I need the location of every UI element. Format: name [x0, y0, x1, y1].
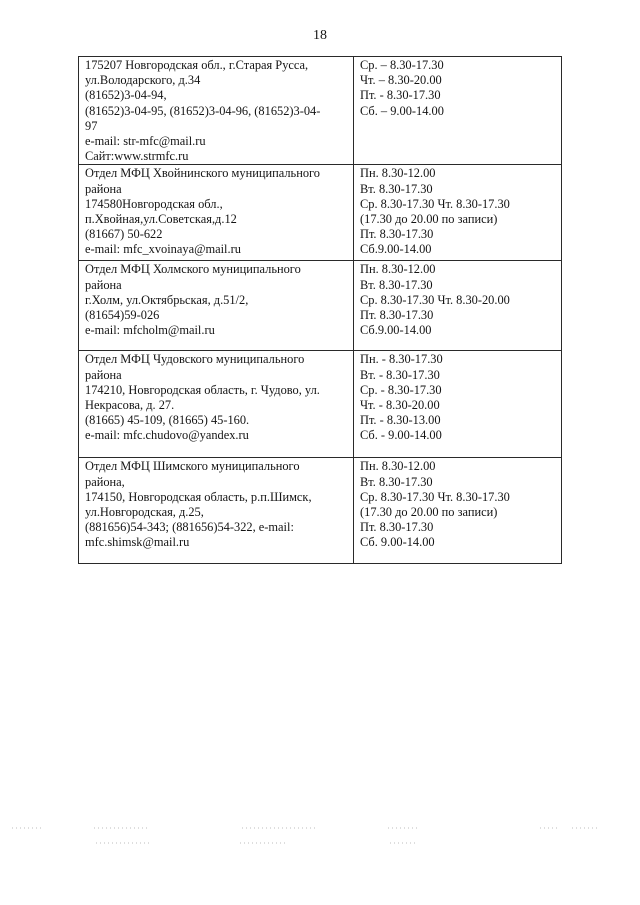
office-line: (81652)3-04-94, — [85, 88, 167, 103]
hours-line: Пт. 8.30-17.30 — [360, 227, 434, 242]
office-line: 97 — [85, 118, 98, 133]
office-cell — [79, 351, 354, 458]
hours-line: Ср. 8.30-17.30 Чт. 8.30-20.00 — [360, 292, 510, 307]
hours-line: Пт. 8.30-17.30 — [360, 308, 434, 323]
office-line: 174580Новгородская обл., — [85, 196, 223, 211]
table-row — [79, 165, 562, 261]
scan-artifacts — [0, 826, 640, 846]
hours-line: (17.30 до 20.00 по записи) — [360, 505, 498, 520]
hours-line: Чт. - 8.30-20.00 — [360, 398, 440, 413]
hours-line: Пн. 8.30-12.00 — [360, 166, 436, 181]
office-line: 174210, Новгородская область, г. Чудово, ул. — [85, 382, 320, 397]
office-line: района — [85, 367, 122, 382]
office-cell — [79, 458, 354, 564]
hours-line: Пн. - 8.30-17.30 — [360, 352, 443, 367]
office-line: 174150, Новгородская область, р.п.Шимск, — [85, 489, 312, 504]
hours-line: Сб.9.00-14.00 — [360, 323, 432, 338]
hours-cell — [354, 261, 562, 351]
hours-line: Вт. 8.30-17.30 — [360, 277, 433, 292]
hours-line: Пн. 8.30-12.00 — [360, 459, 436, 474]
hours-cell — [354, 165, 562, 261]
office-line: ул.Володарского, д.34 — [85, 73, 201, 88]
office-cell — [79, 165, 354, 261]
office-line: (81654)59-026 — [85, 308, 160, 323]
office-line: Некрасова, д. 27. — [85, 398, 175, 413]
office-line: района — [85, 277, 122, 292]
email-line: e-mail: mfc.chudovo@yandex.ru — [85, 428, 249, 443]
hours-line: Пн. 8.30-12.00 — [360, 262, 436, 277]
hours-cell — [354, 57, 562, 165]
hours-line: Ср. – 8.30-17.30 — [360, 58, 444, 72]
office-line: Отдел МФЦ Чудовского муниципального — [85, 352, 305, 367]
office-line: Отдел МФЦ Холмского муниципального — [85, 262, 301, 277]
email-line: e-mail: str-mfc@mail.ru — [85, 134, 206, 149]
page-number: 18 — [313, 28, 327, 43]
office-line: Отдел МФЦ Хвойнинского муниципального — [85, 166, 320, 181]
hours-line: Ср. 8.30-17.30 Чт. 8.30-17.30 — [360, 196, 510, 211]
hours-line: Пт. - 8.30-17.30 — [360, 88, 441, 103]
website-line: Сайт:www.strmfc.ru — [85, 149, 189, 164]
office-line: Отдел МФЦ Шимского муниципального — [85, 459, 300, 474]
email-line: e-mail: mfcholm@mail.ru — [85, 323, 215, 338]
mfc-offices-table — [78, 56, 562, 564]
office-line: (881656)54-343; (881656)54-322, e-mail: — [85, 520, 294, 535]
table-row — [79, 57, 562, 165]
hours-line: Сб. – 9.00-14.00 — [360, 103, 444, 118]
office-line: (81667) 50-622 — [85, 227, 163, 242]
hours-line: Вт. 8.30-17.30 — [360, 181, 433, 196]
office-line: ул.Новгородская, д.25, — [85, 505, 204, 520]
email-line: e-mail: mfc_xvoinaya@mail.ru — [85, 242, 241, 257]
hours-cell — [354, 458, 562, 564]
office-line: 175207 Новгородская обл., г.Старая Русса, — [85, 58, 309, 72]
hours-line: (17.30 до 20.00 по записи) — [360, 212, 498, 227]
table-row — [79, 351, 562, 458]
hours-line: Сб.9.00-14.00 — [360, 242, 432, 257]
hours-line: Ср. 8.30-17.30 Чт. 8.30-17.30 — [360, 489, 510, 504]
office-line: (81652)3-04-95, (81652)3-04-96, (81652)3-04- — [85, 103, 321, 118]
office-line: п.Хвойная,ул.Советская,д.12 — [85, 212, 237, 227]
office-cell — [79, 57, 354, 165]
hours-line: Чт. – 8.30-20.00 — [360, 73, 442, 88]
hours-cell — [354, 351, 562, 458]
email-line: mfc.shimsk@mail.ru — [85, 535, 190, 550]
hours-line: Сб. 9.00-14.00 — [360, 535, 435, 550]
hours-line: Вт. 8.30-17.30 — [360, 474, 433, 489]
table-row — [79, 261, 562, 351]
hours-line: Вт. - 8.30-17.30 — [360, 367, 440, 382]
office-line: района, — [85, 474, 125, 489]
hours-line: Пт. 8.30-17.30 — [360, 520, 434, 535]
table-row — [79, 458, 562, 564]
office-line: (81665) 45-109, (81665) 45-160. — [85, 413, 250, 428]
office-cell — [79, 261, 354, 351]
office-line: г.Холм, ул.Октябрьская, д.51/2, — [85, 292, 249, 307]
hours-line: Сб. - 9.00-14.00 — [360, 428, 442, 443]
hours-line: Ср. - 8.30-17.30 — [360, 382, 442, 397]
office-line: района — [85, 181, 122, 196]
hours-line: Пт. - 8.30-13.00 — [360, 413, 441, 428]
